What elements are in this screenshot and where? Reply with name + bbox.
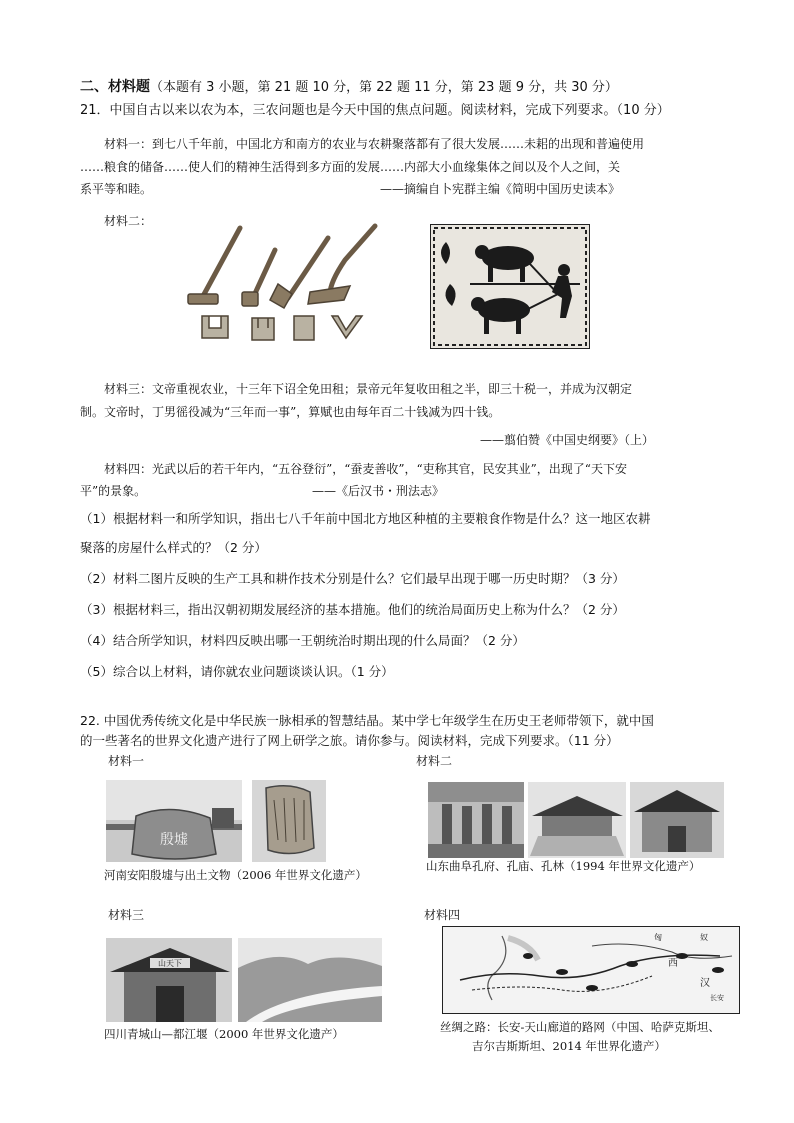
farm-tools-image bbox=[180, 220, 390, 350]
q22-material1-label: 材料一 bbox=[108, 754, 145, 768]
confucius-temple-photos bbox=[428, 782, 724, 858]
map-label-xi: 西 bbox=[668, 958, 678, 969]
yinxu-stone-photo bbox=[106, 780, 242, 862]
q21-material2-label: 材料二： bbox=[104, 214, 153, 228]
q21-material1-line1: 材料一：到七八千年前，中国北方和南方的农业与农耕聚落都有了很大发展……未耜的出现和普遍使用 bbox=[104, 137, 645, 151]
map-label-xiong: 匈 bbox=[654, 933, 662, 942]
q21-stem: 21．中国自古以来以农为本，三农问题也是今天中国的焦点问题。阅读材料，完成下列要求。（10 分） bbox=[80, 103, 670, 118]
section-header bbox=[80, 77, 720, 98]
q22-material1-caption: 河南安阳殷墟与出土文物（2006 年世界文化遗产） bbox=[104, 868, 367, 882]
q21-material3-source: ——翦伯赞《中国史纲要》（上） bbox=[480, 433, 655, 447]
q21-material1-line2: ……粮食的储备……使人们的精神生活得到多方面的发展……内部大小血缘集体之间以及个人之间，关 bbox=[80, 160, 621, 174]
qingcheng-dujiangyan-photos bbox=[106, 938, 382, 1022]
q21-question2: （2）材料二图片反映的生产工具和耕作技术分别是什么？它们最早出现于哪一历史时期？（3 分） bbox=[80, 571, 625, 586]
q21-material4-line1: 材料四：光武以后的若干年内，“五谷登衍”，“蚕麦善收”，“吏称其官，民安其业”，出现了“天下安 bbox=[104, 462, 627, 476]
q22-stem-line2: 的一些著名的世界文化遗产进行了网上研学之旅。请你参与。阅读材料，完成下列要求。（11 分） bbox=[80, 733, 619, 748]
map-label-han: 汉 bbox=[700, 978, 710, 989]
map-label-nu: 奴 bbox=[700, 933, 708, 942]
yinxu-stone-text: 殷墟 bbox=[160, 832, 188, 848]
map-label-changan: 长安 bbox=[710, 994, 724, 1002]
q22-material4-caption-line1: 丝绸之路：长安-天山廊道的路网（中国、哈萨克斯坦、 bbox=[440, 1020, 720, 1034]
q21-question1-line2: 聚落的房屋什么样式的？（2 分） bbox=[80, 540, 267, 555]
q21-material1-source: ——摘编自卜宪群主编《简明中国历史读本》 bbox=[380, 182, 621, 196]
q21-material1-line3: 系平等和睦。 bbox=[80, 182, 153, 196]
q21-question3: （3）根据材料三，指出汉朝初期发展经济的基本措施。他们的统治局面历史上称为什么？（2 分） bbox=[80, 602, 625, 617]
q21-material3-line2: 制。文帝时，丁男徭役减为“三年而一事”，算赋也由每年百二十钱减为四十钱。 bbox=[80, 405, 501, 419]
q21-material4-source: ——《后汉书・刑法志》 bbox=[312, 484, 445, 498]
q21-question4: （4）结合所学知识，材料四反映出哪一王朝统治时期出现的什么局面？（2 分） bbox=[80, 633, 525, 648]
q22-material4-caption-line2: 吉尔吉斯斯坦、2014 年世界化遗产） bbox=[472, 1039, 666, 1053]
q22-stem-line1: 22. 中国优秀传统文化是中华民族一脉相承的智慧结晶。某中学七年级学生在历史王老师带领下，就中国 bbox=[80, 713, 654, 728]
section-heading: 二、材料题 bbox=[80, 79, 150, 95]
q21-question1-line1: （1）根据材料一和所学知识，指出七八千年前中国北方地区种植的主要粮食作物是什么？这一地区农耕 bbox=[80, 511, 651, 526]
q22-material2-label: 材料二 bbox=[416, 754, 453, 768]
silk-road-map bbox=[442, 926, 740, 1014]
q21-material3-line1: 材料三：文帝重视农业，十三年下诏全免田租；景帝元年复收田租之半，即三十税一，并成为汉朝定 bbox=[104, 382, 633, 396]
q21-question5: （5）综合以上材料，请你就农业问题谈谈认识。（1 分） bbox=[80, 664, 394, 679]
q22-material3-caption: 四川青城山—都江堰（2000 年世界文化遗产） bbox=[104, 1027, 344, 1041]
q22-material3-label: 材料三 bbox=[108, 908, 145, 922]
section-note: （本题有 3 小题，第 21 题 10 分，第 22 题 11 分，第 23 题 9 分，共 30 分） bbox=[150, 80, 618, 95]
q22-material4-label: 材料四 bbox=[424, 908, 461, 922]
gate-plaque-text: 山天下 bbox=[158, 959, 182, 968]
ox-plough-image bbox=[430, 224, 590, 349]
q22-material2-caption: 山东曲阜孔府、孔庙、孔林（1994 年世界文化遗产） bbox=[426, 859, 701, 873]
q21-material4-line2: 平”的景象。 bbox=[80, 484, 147, 498]
oracle-bone-photo bbox=[252, 780, 326, 862]
